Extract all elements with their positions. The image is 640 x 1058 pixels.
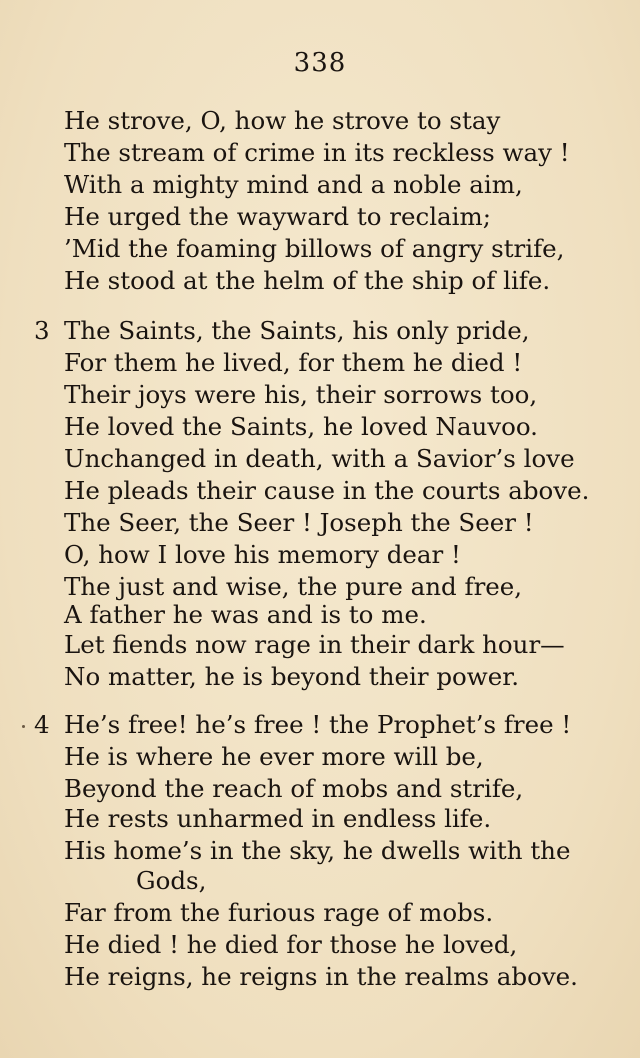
verse-line: His home’s in the sky, he dwells with the <box>64 836 571 865</box>
verse-line: He loved the Saints, he loved Nauvoo. <box>64 412 538 441</box>
margin-mark <box>22 725 25 728</box>
verse-line: He is where he ever more will be, <box>64 742 484 771</box>
verse-line: He urged the wayward to reclaim; <box>64 202 491 231</box>
verse-line: Far from the furious rage of mobs. <box>64 898 494 927</box>
verse-line: For them he lived, for them he died ! <box>64 348 523 377</box>
verse-line: With a mighty mind and a noble aim, <box>64 170 523 199</box>
verse-line: Beyond the reach of mobs and strife, <box>64 774 524 803</box>
verse-line: He rests unharmed in endless life. <box>64 804 492 833</box>
verse-line: A father he was and is to me. <box>64 600 427 629</box>
verse-line: ’Mid the foaming billows of angry strife, <box>64 234 565 263</box>
stanza-number: 4 <box>34 710 50 739</box>
verse-line: The Seer, the Seer ! Joseph the Seer ! <box>64 508 534 537</box>
verse-line: He stood at the helm of the ship of life. <box>64 266 551 295</box>
verse-line: No matter, he is beyond their power. <box>64 662 520 691</box>
verse-line: He’s free! he’s free ! the Prophet’s free ! <box>64 710 572 739</box>
verse-line: He died ! he died for those he loved, <box>64 930 518 959</box>
verse-line: Gods, <box>136 866 207 895</box>
verse-line: The Saints, the Saints, his only pride, <box>64 316 530 345</box>
verse-line: He pleads their cause in the courts above. <box>64 476 590 505</box>
page-number: 338 <box>293 48 347 78</box>
verse-line: He strove, O, how he strove to stay <box>64 106 501 135</box>
verse-line: Let fiends now rage in their dark hour— <box>64 630 565 659</box>
verse-line: The stream of crime in its reckless way ! <box>64 138 570 167</box>
verse-line: Their joys were his, their sorrows too, <box>64 380 538 409</box>
verse-line: O, how I love his memory dear ! <box>64 540 461 569</box>
stanza-number: 3 <box>34 316 50 345</box>
verse-line: Unchanged in death, with a Savior’s love <box>64 444 575 473</box>
verse-line: He reigns, he reigns in the realms above. <box>64 962 578 991</box>
verse-line: The just and wise, the pure and free, <box>64 572 523 601</box>
